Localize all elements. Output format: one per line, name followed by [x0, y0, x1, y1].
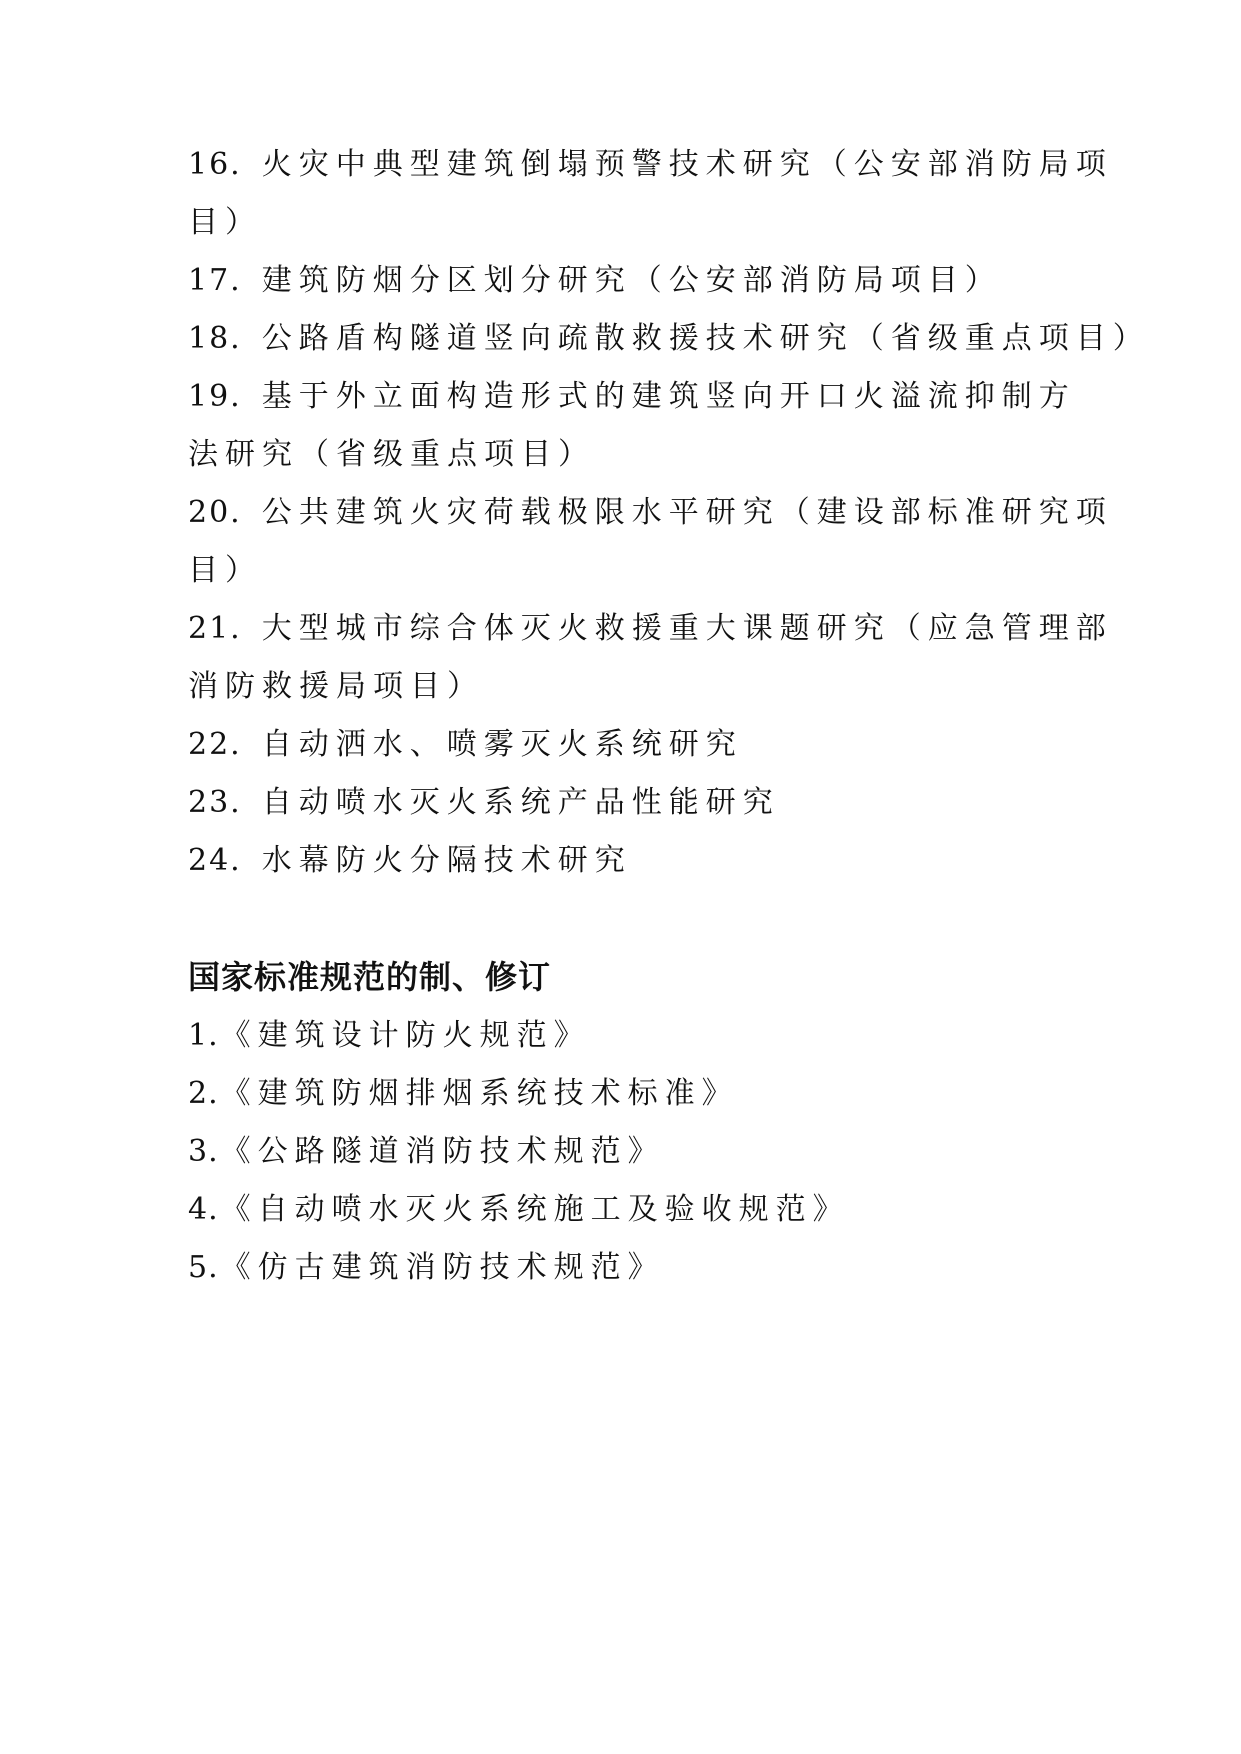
- standard-item-4: [188, 1190, 850, 1230]
- list-item-21-cont: [188, 667, 484, 707]
- item-text-continuation: 消防救援局项目）: [188, 669, 484, 704]
- list-item-19: [188, 377, 1076, 417]
- list-item-22: [188, 725, 743, 765]
- item-number: 18.: [188, 321, 242, 356]
- item-text: 火灾中典型建筑倒塌预警技术研究（公安部消防局项: [261, 147, 1113, 182]
- list-item-23: [188, 783, 780, 823]
- item-text: 建筑防烟分区划分研究（公安部消防局项目）: [261, 263, 1002, 298]
- item-number: 1.: [188, 1018, 219, 1053]
- item-number: 19.: [188, 379, 242, 414]
- item-text-continuation: 法研究（省级重点项目）: [188, 437, 595, 472]
- list-item-21: [188, 609, 1113, 649]
- item-number: 24.: [188, 843, 242, 878]
- item-text: 《公路隧道消防技术规范》: [220, 1134, 665, 1169]
- item-number: 22.: [188, 727, 242, 762]
- item-text-continuation: 目）: [188, 553, 262, 588]
- section-heading-standards: 国家标准规范的制、修订: [188, 958, 552, 996]
- standard-item-2: [188, 1074, 739, 1114]
- item-text: 大型城市综合体灭火救援重大课题研究（应急管理部: [261, 611, 1113, 646]
- list-item-19-cont: [188, 435, 595, 475]
- item-number: 4.: [188, 1192, 219, 1227]
- item-number: 21.: [188, 611, 242, 646]
- item-text: 《自动喷水灭火系统施工及验收规范》: [220, 1192, 850, 1227]
- item-text: 《建筑防烟排烟系统技术标准》: [220, 1076, 739, 1111]
- list-item-20: [188, 493, 1113, 533]
- item-text: 《建筑设计防火规范》: [220, 1018, 591, 1053]
- list-item-16-cont: [188, 203, 262, 243]
- item-number: 16.: [188, 147, 242, 182]
- item-number: 3.: [188, 1134, 219, 1169]
- item-text: 水幕防火分隔技术研究: [261, 843, 632, 878]
- item-text: 基于外立面构造形式的建筑竖向开口火溢流抑制方: [261, 379, 1076, 414]
- item-text: 《仿古建筑消防技术规范》: [220, 1250, 665, 1285]
- list-item-18: [188, 319, 1150, 359]
- item-number: 2.: [188, 1076, 219, 1111]
- item-text: 自动喷水灭火系统产品性能研究: [261, 785, 780, 820]
- item-text-continuation: 目）: [188, 205, 262, 240]
- standard-item-5: [188, 1248, 665, 1288]
- item-text: 公共建筑火灾荷载极限水平研究（建设部标准研究项: [261, 495, 1113, 530]
- item-text: 公路盾构隧道竖向疏散救援技术研究（省级重点项目）: [261, 321, 1150, 356]
- list-item-17: [188, 261, 1002, 301]
- standard-item-1: [188, 1016, 591, 1056]
- standard-item-3: [188, 1132, 665, 1172]
- item-text: 自动洒水、喷雾灭火系统研究: [261, 727, 743, 762]
- item-number: 23.: [188, 785, 242, 820]
- list-item-24: [188, 841, 632, 881]
- item-number: 20.: [188, 495, 242, 530]
- list-item-20-cont: [188, 551, 262, 591]
- item-number: 17.: [188, 263, 242, 298]
- list-item-16: [188, 145, 1113, 185]
- item-number: 5.: [188, 1250, 219, 1285]
